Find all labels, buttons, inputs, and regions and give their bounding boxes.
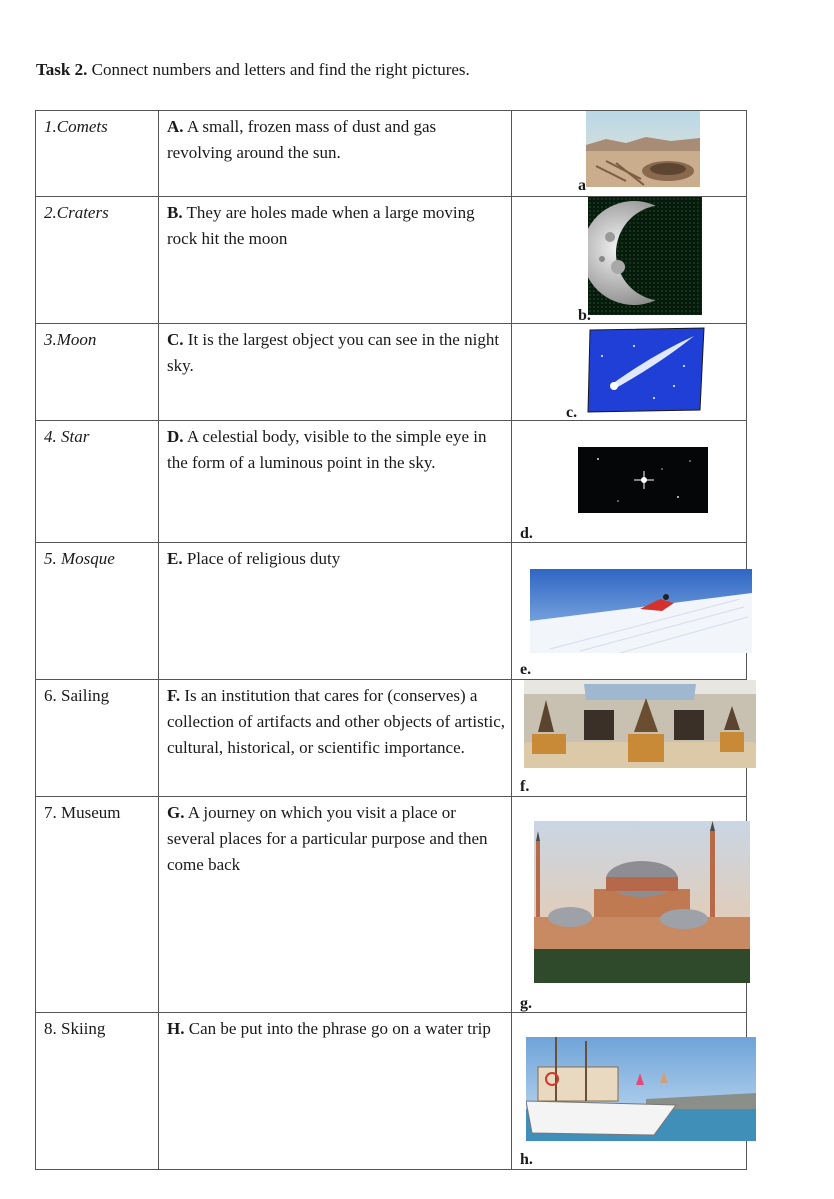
number-cell xyxy=(36,543,159,680)
definition-cell xyxy=(159,421,512,543)
table-row xyxy=(36,680,747,797)
star-picture xyxy=(578,447,708,513)
picture-cell xyxy=(512,543,747,680)
definition-c: It is the largest object you can see in the night sky. xyxy=(167,330,500,375)
picture-cell xyxy=(512,111,747,197)
picture-cell xyxy=(512,797,747,1013)
number-cell xyxy=(36,1013,159,1170)
table-row xyxy=(36,543,747,680)
term-museum: 7. Museum xyxy=(44,803,121,822)
number-cell xyxy=(36,111,159,197)
term-moon: 3.Moon xyxy=(44,330,97,349)
picture-cell xyxy=(512,1013,747,1170)
picture-label-f: f. xyxy=(520,778,530,795)
table-row xyxy=(36,1013,747,1170)
task-title xyxy=(36,60,470,80)
number-cell xyxy=(36,421,159,543)
term-sailing: 6. Sailing xyxy=(44,686,110,705)
picture-label-e: e. xyxy=(520,661,532,678)
table-row xyxy=(36,111,747,197)
letter-e: E. xyxy=(167,549,183,568)
number-cell xyxy=(36,197,159,324)
definition-h: Can be put into the phrase go on a water trip xyxy=(188,1019,491,1038)
picture-cell xyxy=(512,324,747,421)
definition-cell xyxy=(159,1013,512,1170)
table-row xyxy=(36,197,747,324)
definition-d: A celestial body, visible to the simple eye in the form of a luminous point in the sky. xyxy=(167,427,487,472)
letter-c: C. xyxy=(167,330,184,349)
number-cell xyxy=(36,680,159,797)
skiing-picture xyxy=(530,569,752,653)
letter-h: H. xyxy=(167,1019,185,1038)
picture-cell xyxy=(512,197,747,324)
picture-label-c: c. xyxy=(566,404,578,421)
letter-a: A. xyxy=(167,117,184,136)
picture-cell xyxy=(512,680,747,797)
table-row xyxy=(36,421,747,543)
picture-label-a: a xyxy=(578,177,586,194)
term-skiing: 8. Skiing xyxy=(44,1019,106,1038)
definition-cell xyxy=(159,797,512,1013)
letter-d: D. xyxy=(167,427,184,446)
definition-cell xyxy=(159,197,512,324)
term-star: 4. Star xyxy=(44,427,90,446)
term-craters: 2.Craters xyxy=(44,203,109,222)
letter-b: B. xyxy=(167,203,183,222)
definition-cell xyxy=(159,680,512,797)
task-instruction: Connect numbers and letters and find the right pictures. xyxy=(91,60,470,79)
number-cell xyxy=(36,324,159,421)
picture-label-g: g. xyxy=(520,995,532,1012)
moon-picture xyxy=(588,197,702,315)
mosque-picture xyxy=(534,821,750,983)
task-label: Task 2. xyxy=(36,60,88,79)
definition-cell xyxy=(159,111,512,197)
definition-a: A small, frozen mass of dust and gas revolving around the sun. xyxy=(167,117,437,162)
sailing-boat-picture xyxy=(526,1037,756,1141)
picture-cell xyxy=(512,421,747,543)
term-mosque: 5. Mosque xyxy=(44,549,115,568)
table-row xyxy=(36,797,747,1013)
letter-g: G. xyxy=(167,803,185,822)
picture-label-d: d. xyxy=(520,525,533,542)
matching-table xyxy=(35,110,747,1170)
definition-b: They are holes made when a large moving rock hit the moon xyxy=(167,203,475,248)
definition-cell xyxy=(159,324,512,421)
museum-picture xyxy=(524,680,756,768)
letter-f: F. xyxy=(167,686,181,705)
term-comets: 1.Comets xyxy=(44,117,108,136)
picture-label-b: b. xyxy=(578,307,591,324)
definition-g: A journey on which you visit a place or several places for a particular purpose and then come back xyxy=(167,803,488,874)
crater-landscape-picture xyxy=(586,111,700,187)
number-cell xyxy=(36,797,159,1013)
picture-label-h: h. xyxy=(520,1151,533,1168)
definition-cell xyxy=(159,543,512,680)
table-row xyxy=(36,324,747,421)
definition-f: Is an institution that cares for (conserves) a collection of artifacts and other objects of artistic, cultural, historical, or scientific importance. xyxy=(167,686,505,757)
definition-e: Place of religious duty xyxy=(186,549,341,568)
comet-picture xyxy=(584,326,710,414)
